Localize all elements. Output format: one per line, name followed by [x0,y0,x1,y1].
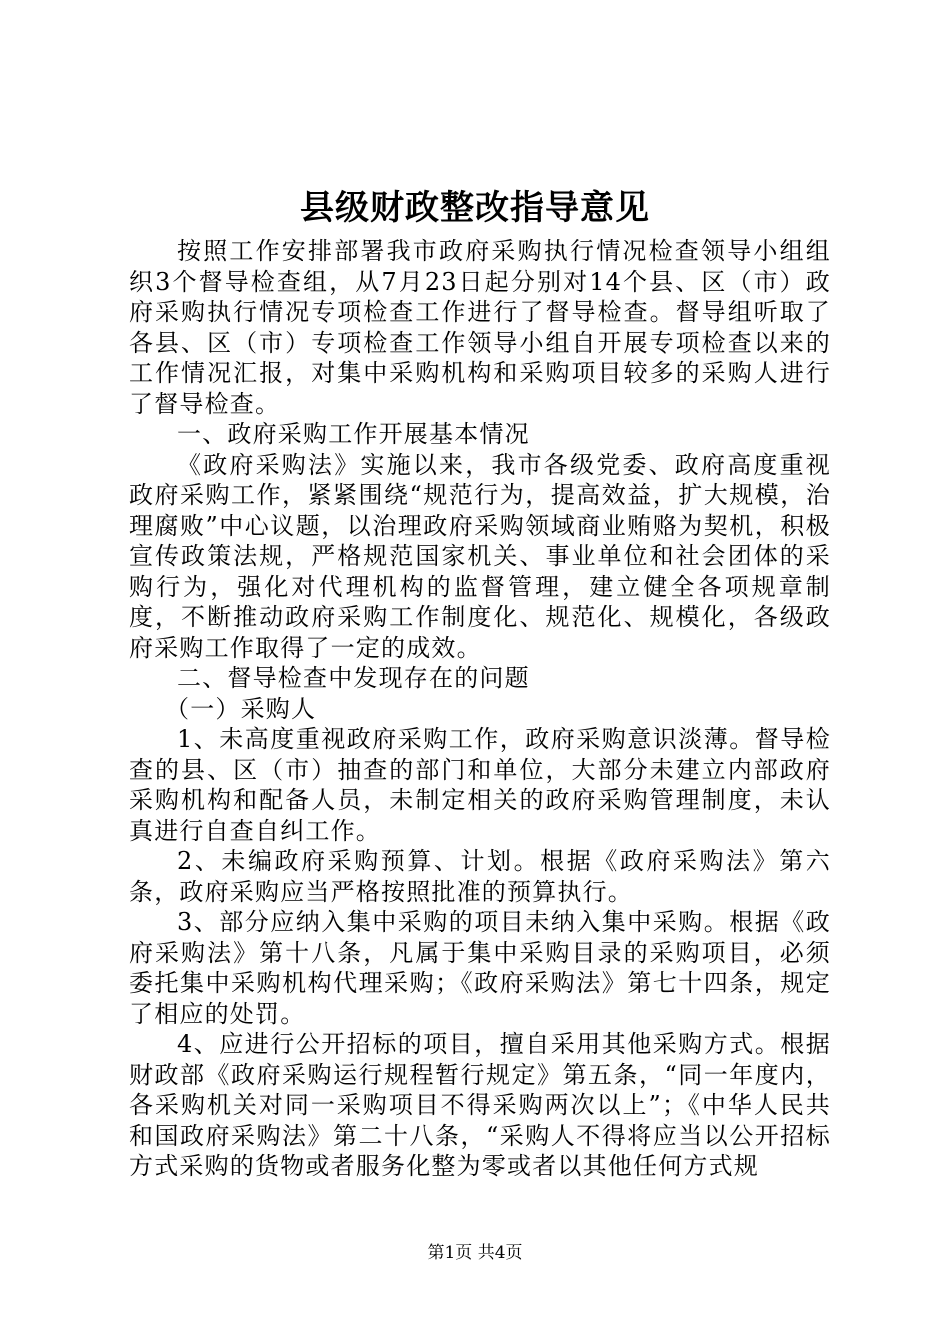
issue-item-1: 1、未高度重视政府采购工作，政府采购意识淡薄。督导检查的县、区（市）抽查的部门和单位，大部分未建立内部政府采购机构和配备人员，未制定相关的政府采购管理制度，未认真进行自查自纠工作。 [129,725,831,845]
document-body [129,236,831,1182]
intro-paragraph: 按照工作安排部署我市政府采购执行情况检查领导小组组织3个督导检查组，从7月23日起分别对14个县、区（市）政府采购执行情况专项检查工作进行了督导检查。督导组听取了各县、区（市）专项检查工作领导小组自开展专项检查以来的工作情况汇报，对集中采购机构和采购项目较多的采购人进行了督导检查。 [129,237,831,418]
subsection-heading-purchaser: （一）采购人 [165,694,317,723]
issue-item-2: 2、未编政府采购预算、计划。根据《政府采购法》第六条，政府采购应当严格按照批准的预算执行。 [129,847,831,906]
section-1-paragraph: 《政府采购法》实施以来，我市各级党委、政府高度重视政府采购工作，紧紧围绕“规范行为，提高效益，扩大规模，治理腐败”中心议题，以治理政府采购领域商业贿赂为契机，积极宣传政策法规，严格规范国家机关、事业单位和社会团体的采购行为，强化对代理机构的监督管理，建立健全各项规章制度，不断推动政府采购工作制度化、规范化、规模化，各级政府采购工作取得了一定的成效。 [129,450,831,662]
document-title: 县级财政整改指导意见 [300,188,650,228]
section-heading-2: 二、督导检查中发现存在的问题 [177,664,530,692]
issue-item-3: 3、部分应纳入集中采购的项目未纳入集中采购。根据《政府采购法》第十八条，凡属于集中采购目录的采购项目，必须委托集中采购机构代理采购；《政府采购法》第七十四条，规定了相应的处罚。 [129,908,831,1028]
page-number-footer: 第1页 共4页 [427,1243,523,1263]
section-heading-1: 一、政府采购工作开展基本情况 [177,420,530,448]
issue-item-4: 4、应进行公开招标的项目，擅自采用其他采购方式。根据财政部《政府采购运行规程暂行规定》第五条，“同一年度内，各采购机关对同一采购项目不得采购两次以上”；《中华人民共和国政府采购法》第二十八条，“采购人不得将应当以公开招标方式采购的货物或者服务化整为零或者以其他任何方式规 [129,1030,831,1180]
